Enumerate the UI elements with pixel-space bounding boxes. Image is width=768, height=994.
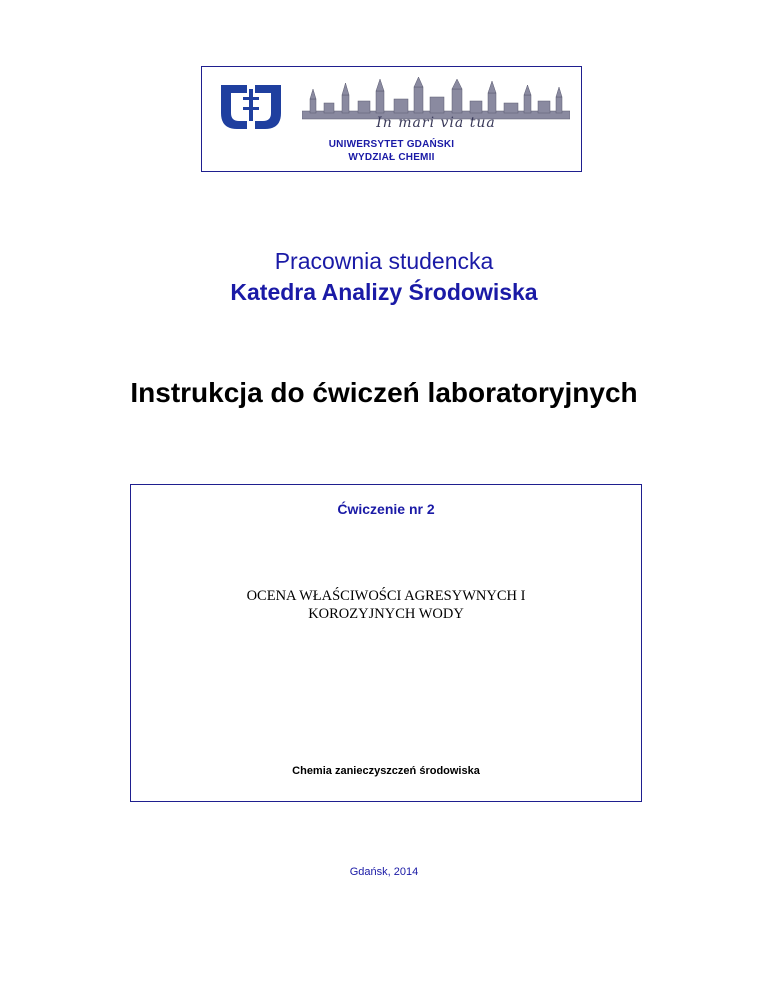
- faculty-name: WYDZIAŁ CHEMII: [348, 152, 435, 163]
- exercise-title: [131, 587, 641, 623]
- exercise-title-line: KOROZYJNYCH WODY: [308, 606, 464, 622]
- university-motto: In mari via tua: [376, 115, 496, 131]
- university-header-box: [201, 66, 582, 172]
- document-title: Instrukcja do ćwiczeń laboratoryjnych: [130, 377, 638, 408]
- exercise-title-line: OCENA WŁAŚCIWOŚCI AGRESYWNYCH I: [246, 588, 526, 604]
- exercise-box: [130, 484, 642, 802]
- place-date: Gdańsk, 2014: [349, 866, 419, 878]
- university-name: UNIWERSYTET GDAŃSKI: [328, 139, 455, 150]
- lab-title: Pracownia studencka: [274, 248, 494, 274]
- department-name: Katedra Analizy Środowiska: [230, 279, 538, 305]
- university-logo-icon: [219, 83, 283, 129]
- course-name: Chemia zanieczyszczeń środowiska: [292, 765, 480, 777]
- exercise-number: Ćwiczenie nr 2: [337, 501, 435, 517]
